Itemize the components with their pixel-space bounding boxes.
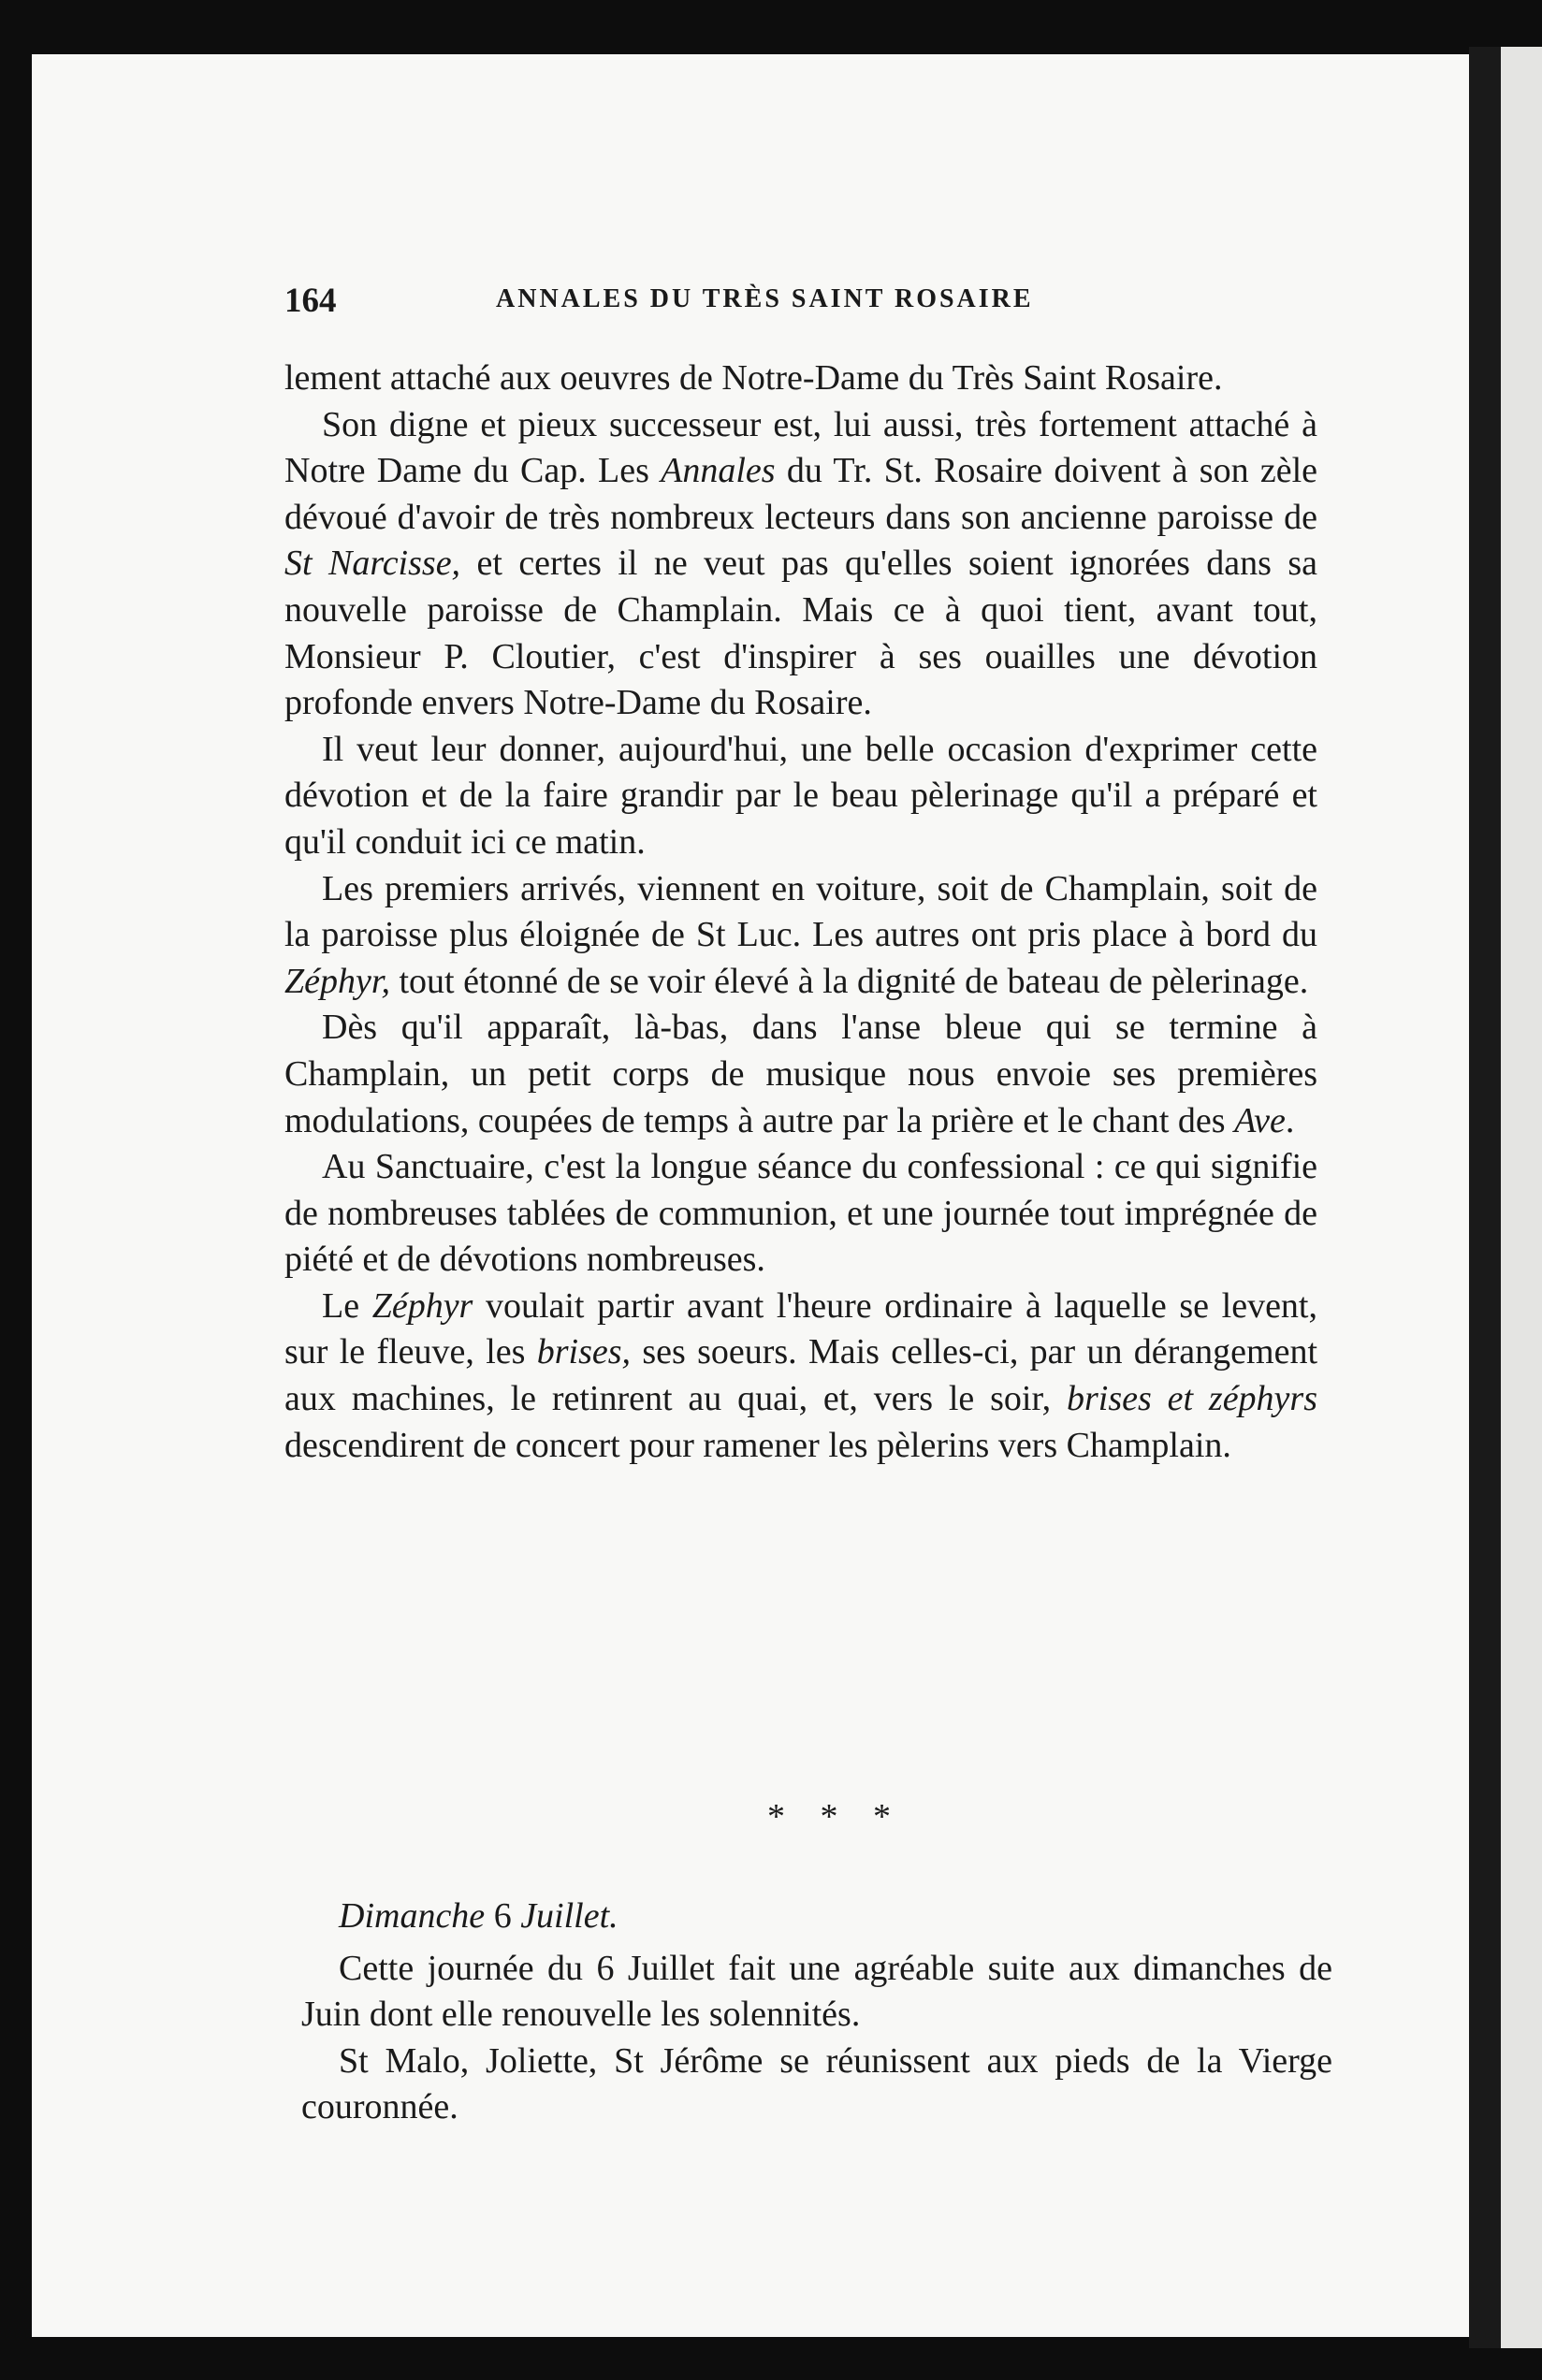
text-segment: Au Sanctuaire, c'est la longue séance du confessional : ce qui signifie de nombreuses tablées de communion, et une journée tout imprégnée de piété et de dévotions nombreuses. <box>284 1147 1317 1280</box>
text-segment: tout étonné de se voir élevé à la dignité de bateau de pèlerinage. <box>389 961 1309 1001</box>
page-header <box>284 281 1314 337</box>
text-segment: lement attaché aux oeuvres de Notre-Dame du Très Saint Rosaire. <box>284 358 1223 398</box>
paragraph-4 <box>284 866 1317 1006</box>
date-number: 6 <box>493 1896 512 1936</box>
text-segment: ses soeurs. Mais celles-ci, par un dérangement aux machines, le retinrent au quai, et, vers le soir, <box>284 1332 1318 1419</box>
section-separator: * * * <box>767 1797 904 1836</box>
italic-zephyr-2: Zéphyr <box>371 1285 473 1326</box>
section-date <box>301 1894 1332 1940</box>
next-page-edge <box>1501 47 1542 2348</box>
section-2 <box>301 1894 1332 2131</box>
body-text <box>284 356 1317 1469</box>
section-2-paragraph-1: Cette journée du 6 Juillet fait une agréable suite aux dimanches de Juin dont elle renouvelle les solennités. <box>301 1948 1332 2035</box>
paragraph-3 <box>284 727 1317 866</box>
text-segment: et certes il ne veut pas qu'elles soient ignorées dans sa nouvelle paroisse de Champlain. Mais ce à quoi tient, avant tout, Monsieur P. Cloutier, c'est d'inspirer à ses ouailles une dévotion profonde envers Notre-Dame du Rosaire. <box>284 544 1317 723</box>
paragraph-7 <box>284 1284 1317 1469</box>
italic-brises-zephyrs: brises et zéphyrs <box>1066 1379 1318 1419</box>
italic-annales: Annales <box>661 451 776 491</box>
paragraph-5 <box>284 1005 1317 1144</box>
text-segment: Il veut leur donner, aujourd'hui, une belle occasion d'exprimer cette dévotion et de la faire grandir par le beau pèlerinage qu'il a préparé et qu'il conduit ici ce matin. <box>284 729 1317 862</box>
text-segment: Le <box>322 1285 372 1326</box>
text-segment: descendirent de concert pour ramener les pèlerins vers Champlain. <box>284 1425 1231 1465</box>
paragraph-1 <box>284 356 1317 402</box>
running-head: ANNALES DU TRÈS SAINT ROSAIRE <box>496 284 1034 313</box>
date-prefix: Dimanche <box>339 1896 486 1936</box>
book-gutter <box>1469 47 1501 2348</box>
text-segment: Dès qu'il apparaît, là-bas, dans l'anse bleue qui se termine à Champlain, un petit corps de musique nous envoie ses premières modulations, coupées de temps à autre par la prière et le chant des <box>284 1008 1317 1140</box>
text-segment: du Tr. St. Rosaire doivent à son zèle dévoué d'avoir de très nombreux lecteurs dans son ancienne paroisse de <box>284 451 1317 537</box>
date-suffix: Juillet. <box>520 1896 618 1936</box>
section-2-paragraph-2: St Malo, Joliette, St Jérôme se réunissent aux pieds de la Vierge couronnée. <box>301 2040 1332 2127</box>
paragraph-6 <box>284 1144 1317 1284</box>
paragraph-2 <box>284 402 1317 727</box>
italic-st-narcisse: St Narcisse, <box>284 544 461 584</box>
italic-ave: Ave <box>1234 1100 1286 1140</box>
text-segment: Les premiers arrivés, viennent en voiture, soit de Champlain, soit de la paroisse plus éloignée de St Luc. Les autres ont pris place à bord du <box>284 868 1317 955</box>
italic-zephyr: Zéphyr, <box>284 961 390 1001</box>
text-segment: voulait partir avant l'heure ordinaire à laquelle se levent, sur le fleuve, les <box>284 1285 1317 1372</box>
text-segment: . <box>1285 1100 1295 1140</box>
text-segment: Son digne et pieux successeur est, lui aussi, très fortement attaché à Notre Dame du Cap. Les <box>284 404 1317 491</box>
page-number: 164 <box>284 282 337 320</box>
italic-brises: brises, <box>536 1332 632 1372</box>
